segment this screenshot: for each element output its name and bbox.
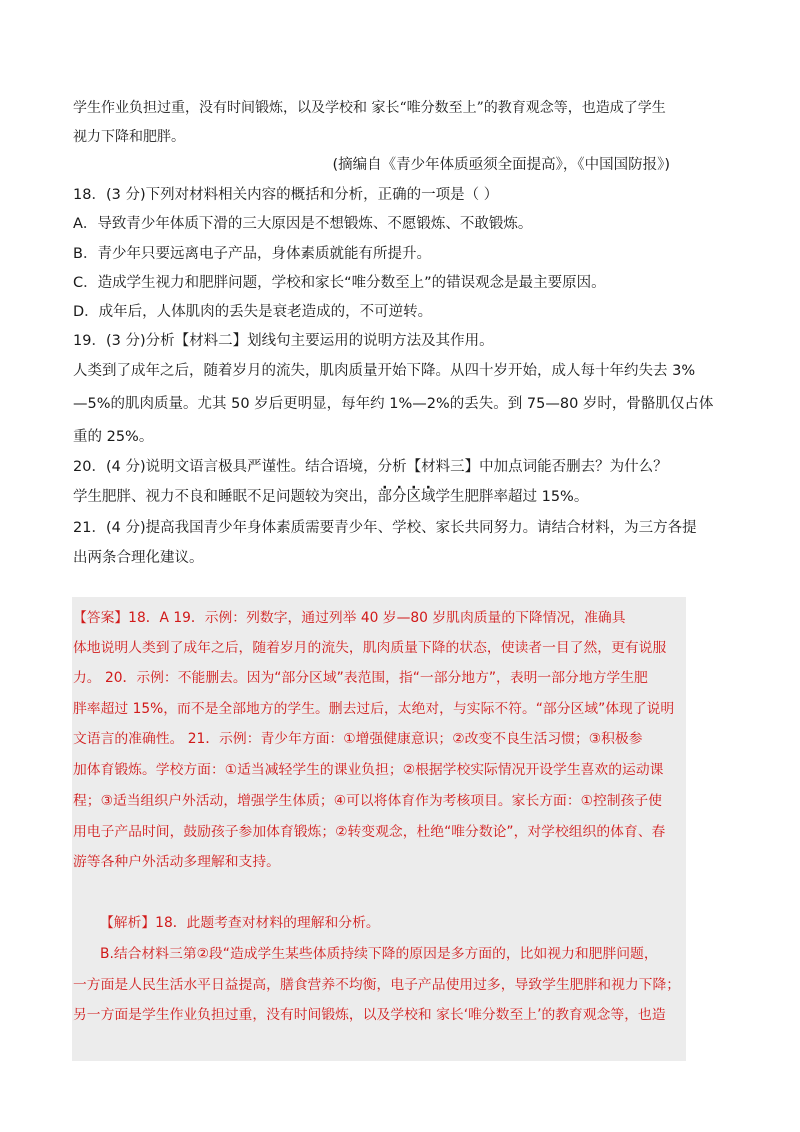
answer-line-5: 文语言的准确性。 21．示例：青少年方面：①增强健康意识；②改变不良生活习惯；③积极参: [73, 731, 643, 747]
material-line-2: 视力下降和肥胖。: [73, 129, 185, 145]
material-line-1: 学生作业负担过重，没有时间锻炼，以及学校和 家长“唯分数至上”的教育观念等，也造成了学生: [73, 100, 666, 116]
answer-line-3: 力。 20．示例：不能删去。因为“部分区域”表范围，指“一部分地方”，表明一部分地方学生肥: [73, 670, 648, 686]
dotted-char: 区: [406, 489, 421, 505]
analysis-line-2: B.结合材料三第②段“造成学生某些体质持续下降的原因是多方面的，比如视力和肥胖问题，: [100, 946, 658, 962]
analysis-line-1: 【解析】18．此题考查对材料的理解和分析。: [100, 915, 380, 931]
dotted-char: 部: [377, 489, 392, 505]
q18-option-c: C．造成学生视力和肥胖问题，学校和家长“唯分数至上”的错误观念是最主要原因。: [73, 275, 606, 291]
q19-quote-line-3: 重的 25%。: [73, 429, 154, 445]
answer-line-1: 【答案】18．A 19．示例：列数字，通过列举 40 岁—80 岁肌肉质量的下降情况，准确具: [73, 610, 626, 626]
answer-line-6: 加体育锻炼。学校方面：①适当减轻学生的课业负担；②根据学校实际情况开设学生喜欢的运动课: [73, 762, 664, 778]
answer-line-2: 体地说明人类到了成年之后，随着岁月的流失，肌肉质量下降的状态，使读者一目了然，更有说服: [73, 640, 667, 656]
material-source: (摘编自《青少年体质亟须全面提高》，《中国国防报》): [332, 157, 670, 173]
q20-quote-pre: 学生肥胖、视力不良和睡眠不足问题较为突出，: [73, 489, 378, 505]
q21-stem-line-2: 出两条合理化建议。: [73, 550, 204, 566]
analysis-line-4: 另一方面是学生作业负担过重，没有时间锻炼，以及学校和 家长‘唯分数至上’的教育观念等，也造: [73, 1007, 666, 1023]
answer-line-7: 程；③适当组织户外活动，增强学生体质；④可以将体育作为考核项目。家长方面：①控制孩子使: [73, 793, 662, 809]
q19-quote-line-2: —5%的肌肉质量。尤其 50 岁后更明显，每年约 1%—2%的丢失。到 75—80 岁时，骨骼肌仅占体: [73, 396, 714, 412]
answer-line-9: 游等各种户外活动多理解和支持。: [73, 854, 280, 870]
analysis-line-3: 一方面是人民生活水平日益提高，膳食营养不均衡，电子产品使用过多，导致学生肥胖和视力下降；: [73, 977, 681, 993]
q21-stem-line-1: 21．(4 分)提高我国青少年身体素质需要青少年、学校、家长共同努力。请结合材料，为三方各提: [73, 520, 697, 536]
q18-option-b: B．青少年只要远离电子产品，身体素质就能有所提升。: [73, 246, 431, 262]
q20-quote-post: 学生肥胖率超过 15%。: [435, 489, 589, 505]
q18-option-a: A．导致青少年体质下滑的三大原因是不想锻炼、不愿锻炼、不敢锻炼。: [73, 216, 533, 232]
answer-line-8: 用电子产品时间，鼓励孩子参加体育锻炼；②转变观念，杜绝“唯分数论”，对学校组织的体育、春: [73, 824, 666, 840]
q19-quote-line-1: 人类到了成年之后，随着岁月的流失，肌肉质量开始下降。从四十岁开始，成人每十年约失去 3%: [73, 363, 696, 379]
q20-stem: 20．(4 分)说明文语言极具严谨性。结合语境，分析【材料三】中加点词能否删去？为什么？: [73, 459, 668, 475]
q19-stem: 19．(3 分)分析【材料二】划线句主要运用的说明方法及其作用。: [73, 333, 494, 349]
q18-stem: 18．(3 分)下列对材料相关内容的概括和分析，正确的一项是（ ）: [73, 187, 499, 203]
answer-line-4: 胖率超过 15%，而不是全部地方的学生。删去过后，太绝对，与实际不符。“部分区域”体现了说明: [73, 701, 675, 717]
q18-option-d: D．成年后，人体肌肉的丢失是衰老造成的，不可逆转。: [73, 304, 433, 320]
q20-quote: [73, 487, 588, 507]
dotted-char: 分: [392, 489, 407, 505]
dotted-char: 域: [421, 489, 436, 505]
